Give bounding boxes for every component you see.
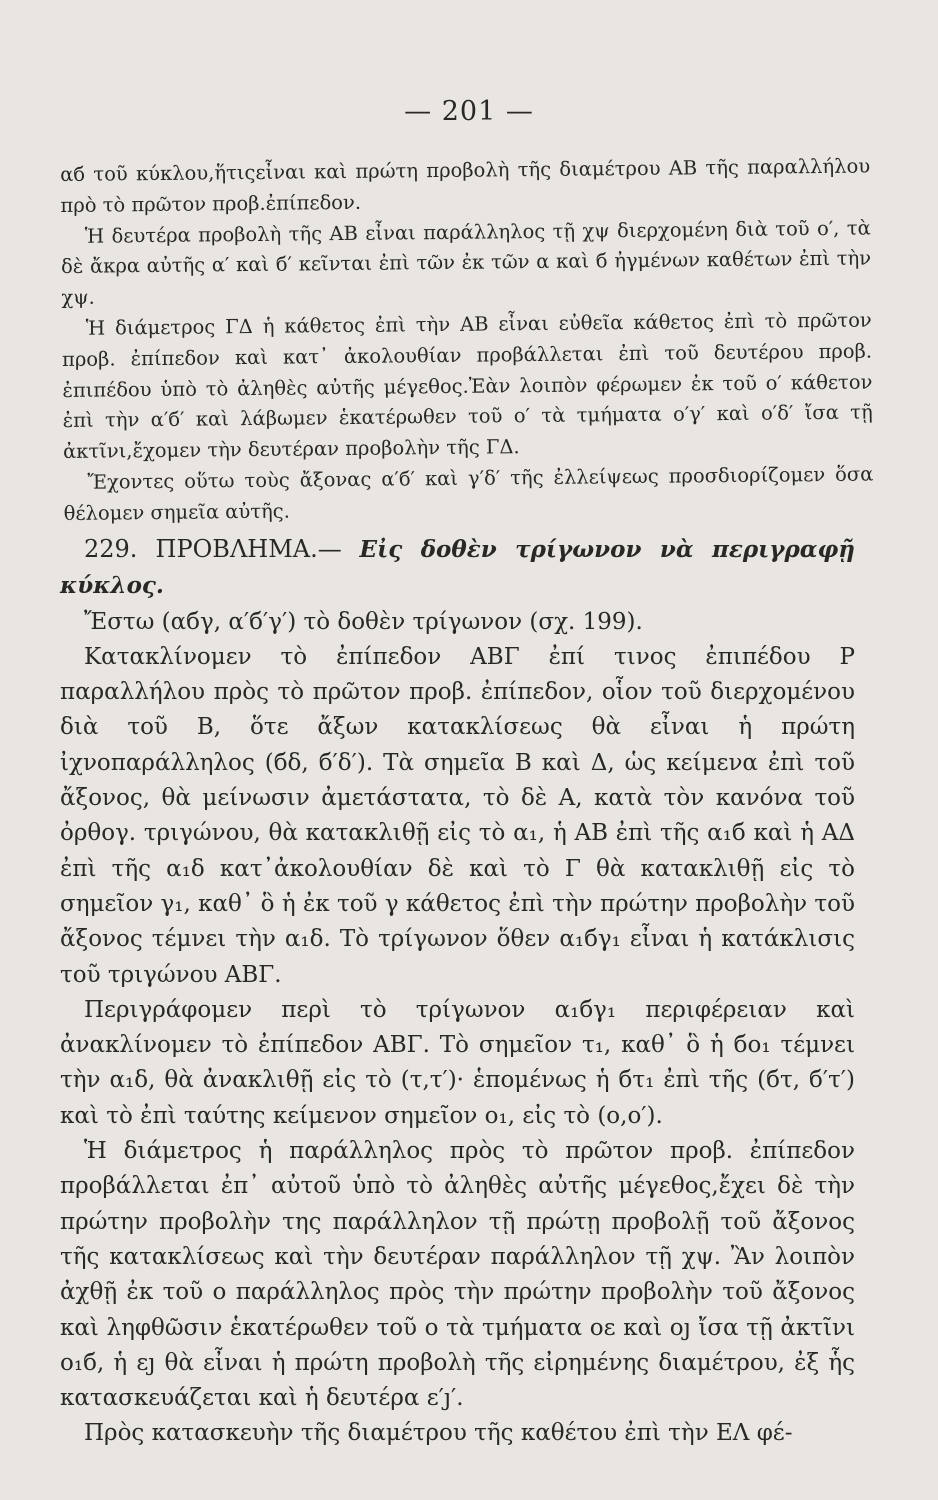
body-paragraph: Πρὸς κατασκευὴν τῆς διαμέτρου τῆς καθέτου ἐπὶ τὴν ΕΛ φέ- (84, 1420, 793, 1447)
small-paragraph: αб τοῦ κύκλου,ἥτιςεἶναι καὶ πρώτη προβολὴ τῆς διαμέτρου AB τῆς παραλλήλου πρὸ τὸ πρῶτον προβ.ἐπίπεδον. (60, 154, 871, 217)
small-paragraph: Ἡ διάμετρος ΓΔ ἡ κάθετος ἐπὶ τὴν AB εἶναι εὐθεῖα κάθετος ἐπὶ τὸ πρῶτον προβ. ἐπίπεδον καὶ κατ᾽ ἀκολουθίαν προβάλλεται ἐπὶ τοῦ δευτέρου προβ. ἐπιπέδου ὑπὸ τὸ ἀληθὲς αὐτῆς μέγεθος.Ἐὰν λοιπὸν φέρωμεν ἐκ τοῦ ο′ κάθετον ἐπὶ τὴν α′б′ καὶ λάβωμεν ἑκατέρωθεν τοῦ ο′ τὰ τμήματα ο′γ′ καὶ ο′δ′ ἴσα τῇ ἀκτῖνι,ἔχομεν τὴν δευτέραν προβολὴν τῆς ΓΔ. (61, 308, 873, 464)
body-paragraph: Κατακλίνομεν τὸ ἐπίπεδον ΑΒΓ ἐπί τινος ἐπιπέδου Ρ παραλλήλου πρὸς τὸ πρῶτον προβ. ἐπίπεδον, οἷον τοῦ διερχομένου διὰ τοῦ Β, ὅτε ἄξων κατακλίσεως θὰ εἶναι ἡ πρώτη ἰχνοπαράλληλος (бδ, б′δ′). Τὰ σημεῖα Β καὶ Δ, ὡς κείμενα ἐπὶ τοῦ ἄξονος, θὰ μείνωσιν ἀμετάστατα, τὸ δὲ Α, κατὰ τὸν κανόνα τοῦ ὀρθογ. τριγώνου, θὰ κατακλιθῇ εἰς τὸ α₁, ἡ ΑΒ ἐπὶ τῆς α₁б καὶ ἡ ΑΔ ἐπὶ τῆς α₁δ κατ᾽ἀκολουθίαν δὲ καὶ τὸ Γ θὰ κατακλιθῇ εἰς τὸ σημεῖον γ₁, καθ᾽ ὃ ἡ ἐκ τοῦ γ κάθετος ἐπὶ τὴν πρώτην προβολὴν τοῦ ἄξονος τέμνει τὴν α₁δ. Τὸ τρίγωνον ὅθεν α₁бγ₁ εἶναι ἡ κατάκλισις τοῦ τριγώνου ΑΒΓ. (60, 643, 855, 988)
small-paragraph: Ἔχοντες οὕτω τοὺς ἄξονας α′б′ καὶ γ′δ′ τῆς ἐλλείψεως προσδιορίζομεν ὅσα θέλομεν σημεῖα αὐτῆς. (63, 462, 874, 525)
body-paragraph: Ἔστω (αбγ, α′б′γ′) τὸ δοθὲν τρίγωνον (σχ. 199). (84, 608, 643, 635)
small-print-block (60, 152, 874, 530)
main-text-block (60, 532, 855, 1452)
problem-heading (60, 532, 855, 605)
page-number: — 201 — (404, 96, 534, 127)
problem-title: Εἰς δοθὲν τρίγωνον νὰ περιγραφῇ κύκλος. (60, 536, 855, 600)
small-paragraph: Ἡ δευτέρα προβολὴ τῆς AB εἶναι παράλληλος τῇ χψ διερχομένη διὰ τοῦ ο′, τὰ δὲ ἄκρα αὐτῆς α′ καὶ б′ κεῖνται ἐπὶ τῶν ἐκ τῶν α καὶ б ἠγμένων καθέτων ἐπὶ τὴν χψ. (60, 216, 872, 310)
body-paragraph: Ἡ διάμετρος ἡ παράλληλος πρὸς τὸ πρῶτον προβ. ἐπίπεδον προβάλλεται ἐπ᾽ αὐτοῦ ὑπὸ τὸ ἀληθὲς αὐτῆς μέγεθος,ἔχει δὲ τὴν πρώτην προβολὴν της παράλληλον τῇ πρώτῃ προβολῇ τοῦ ἄξονος τῆς κατακλίσεως καὶ τὴν δευτέραν παράλληλον τῇ χψ. Ἂν λοιπὸν ἀχθῇ ἐκ τοῦ ο παράλληλος πρὸς τὴν πρώτην προβολὴν τοῦ ἄξονος καὶ ληφθῶσιν ἑκατέρωθεν τοῦ ο τὰ τμήματα οε καὶ οȷ ἴσα τῇ ἀκτῖνι ο₁б, ἡ εȷ θὰ εἶναι ἡ πρώτη προβολὴ τῆς εἰρημένης διαμέτρου, ἐξ ἧς κατασκευάζεται καὶ ἡ δευτέρα ε′ȷ′. (60, 1138, 855, 1412)
body-paragraph: Περιγράφομεν περὶ τὸ τρίγωνον α₁бγ₁ περιφέρειαν καὶ ἀνακλίνομεν τὸ ἐπίπεδον ΑΒΓ. Τὸ σημεῖον τ₁, καθ᾽ ὃ ἡ бο₁ τέμνει τὴν α₁δ, θὰ ἀνακλιθῇ εἰς τὸ (τ,τ′)· ἑπομένως ἡ бτ₁ ἐπὶ τῆς (бτ, б′τ′) καὶ τὸ ἐπὶ ταύτης κείμενον σημεῖον ο₁, εἰς τὸ (ο,ο′). (60, 996, 855, 1129)
problem-number: 229. ΠΡΟΒΛΗΜΑ.— (84, 535, 342, 563)
